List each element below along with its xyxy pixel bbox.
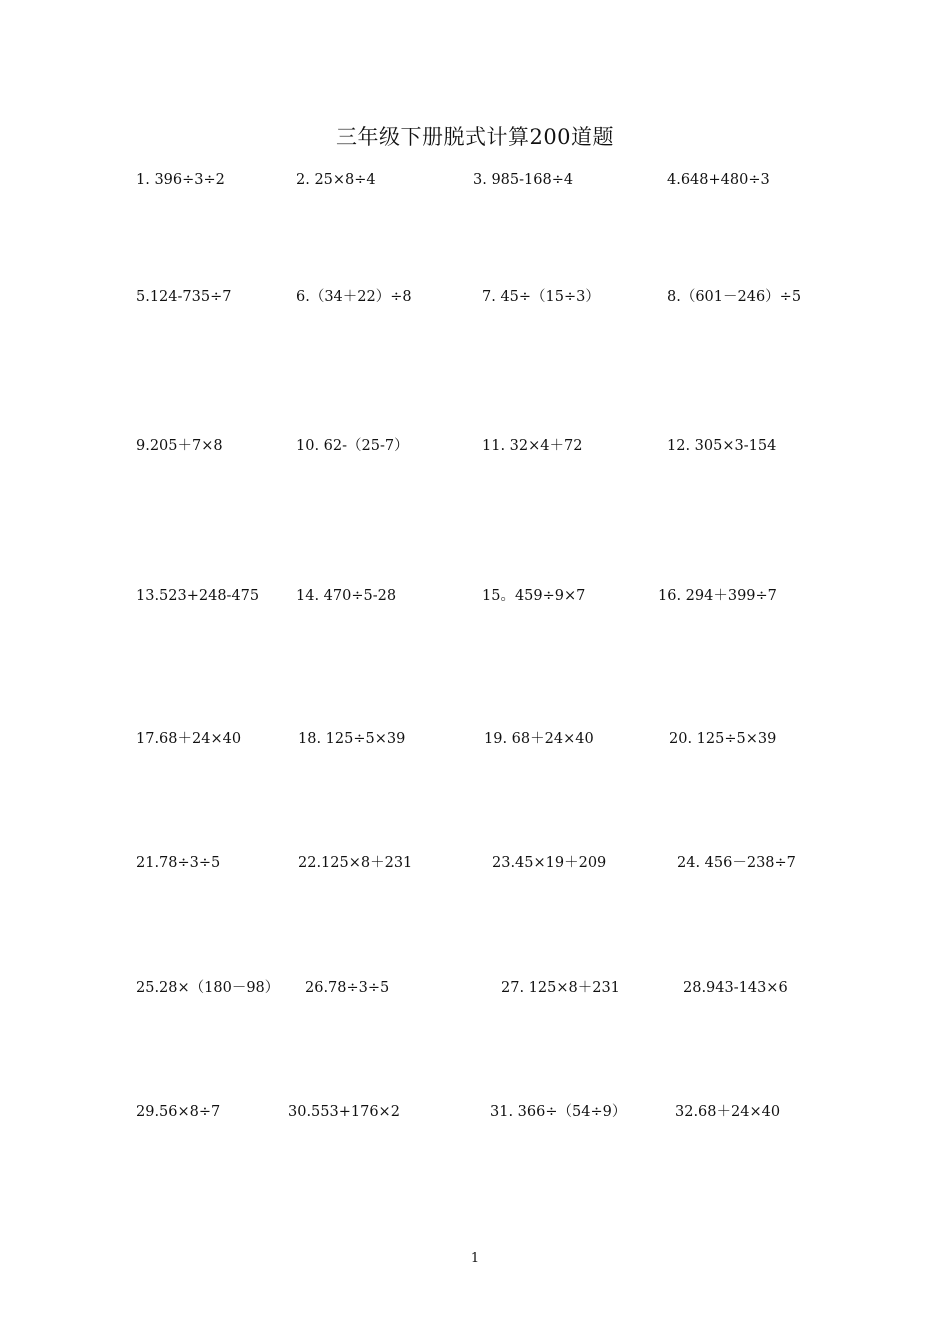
problem-3: 3. 985-168÷4: [473, 172, 574, 188]
problem-7: 7. 45÷（15÷3）: [482, 289, 600, 305]
problem-31: 31. 366÷（54÷9）: [490, 1104, 627, 1120]
problem-26: 26.78÷3÷5: [305, 980, 390, 996]
problem-8: 8.（601－246）÷5: [667, 289, 802, 305]
problem-16: 16. 294＋399÷7: [658, 588, 777, 604]
problem-23: 23.45×19＋209: [492, 855, 607, 871]
problem-5: 5.124-735÷7: [136, 289, 232, 305]
problem-13: 13.523+248-475: [136, 588, 260, 604]
problem-6: 6.（34＋22）÷8: [296, 289, 412, 305]
problem-12: 12. 305×3-154: [667, 438, 777, 454]
problem-27: 27. 125×8＋231: [501, 980, 620, 996]
problem-14: 14. 470÷5-28: [296, 588, 397, 604]
problem-1: 1. 396÷3÷2: [136, 172, 225, 188]
problem-10: 10. 62-（25-7）: [296, 438, 409, 454]
problem-21: 21.78÷3÷5: [136, 855, 221, 871]
problem-15: 15。459÷9×7: [482, 588, 586, 604]
problem-28: 28.943-143×6: [683, 980, 788, 996]
problem-29: 29.56×8÷7: [136, 1104, 221, 1120]
page-title: 三年级下册脱式计算200道题: [335, 125, 615, 149]
problem-18: 18. 125÷5×39: [298, 731, 406, 747]
problem-32: 32.68＋24×40: [675, 1104, 781, 1120]
problem-24: 24. 456－238÷7: [677, 855, 796, 871]
problem-2: 2. 25×8÷4: [296, 172, 376, 188]
problem-11: 11. 32×4＋72: [482, 438, 583, 454]
problem-4: 4.648+480÷3: [667, 172, 770, 188]
problem-19: 19. 68＋24×40: [484, 731, 594, 747]
problem-25: 25.28×（180－98）: [136, 980, 280, 996]
problem-17: 17.68＋24×40: [136, 731, 242, 747]
problem-9: 9.205＋7×8: [136, 438, 223, 454]
problem-20: 20. 125÷5×39: [669, 731, 777, 747]
problem-30: 30.553+176×2: [288, 1104, 400, 1120]
problem-22: 22.125×8＋231: [298, 855, 413, 871]
page-number: 1: [470, 1251, 480, 1266]
